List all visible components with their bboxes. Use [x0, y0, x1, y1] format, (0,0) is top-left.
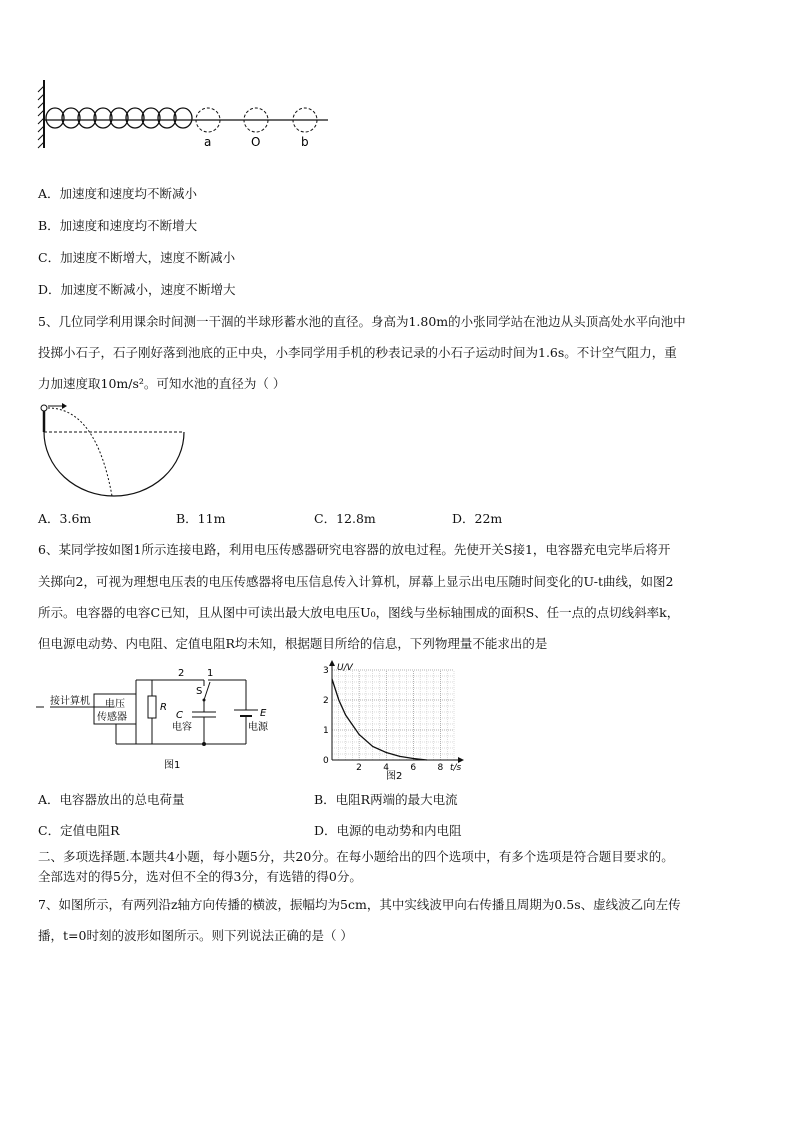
- q5-stem-line-1: 5、几位同学利用课余时间测一干涸的半球形蓄水池的直径。身高为1.80m的小张同学站在池边从头顶高处水平向池中: [38, 314, 686, 329]
- q5-option-a: A．3.6m: [38, 511, 92, 526]
- x-tick-8: 8: [437, 763, 444, 773]
- y-tick-3: 3: [323, 666, 329, 676]
- q7-stem-line-2: 播，t=0时刻的波形如图所示。则下列说法正确的是（ ）: [38, 928, 353, 943]
- figure-2-caption: 图2: [386, 771, 403, 782]
- sensor-label-1: 电压: [105, 699, 125, 710]
- source-label: 电源: [248, 722, 268, 733]
- u-t-chart-figure-2: [318, 660, 468, 782]
- q4-option-c: C．加速度不断增大，速度不断减小: [38, 250, 236, 265]
- label-a: a: [204, 135, 212, 149]
- sensor-label-2: 传感器: [97, 712, 127, 723]
- q5-option-b: B．11m: [176, 511, 226, 526]
- q6-option-d: D．电源的电动势和内电阻: [314, 823, 462, 838]
- switch-label: S: [196, 686, 203, 697]
- terminal-2-label: 2: [178, 668, 185, 679]
- junction-dot: [202, 742, 206, 746]
- q5-stem-line-2: 投掷小石子，石子刚好落到池底的正中央，小李同学用手机的秒表记录的小石子运动时间为1.6s。不计空气阻力，重: [38, 345, 677, 360]
- x-tick-2: 2: [356, 763, 362, 773]
- section-2-heading-line-2: 全部选对的得5分，选对但不全的得3分，有选错的得0分。: [38, 869, 362, 884]
- x-tick-6: 6: [410, 763, 417, 773]
- q5-option-d: D．22m: [452, 511, 503, 526]
- y-axis-label: U/V: [337, 663, 353, 673]
- stone-trajectory: [48, 408, 112, 496]
- q4-option-b: B．加速度和速度均不断增大: [38, 218, 198, 233]
- x-tick-4: 4: [383, 763, 389, 773]
- q5-option-c: C．12.8m: [314, 511, 376, 526]
- switch-blade: [204, 682, 210, 700]
- q6-stem-line-1: 6、某同学按如图1所示连接电路，利用电压传感器研究电容器的放电过程。先使开关S接1，电容器充电完毕后将开: [38, 542, 671, 557]
- switch-pivot: [203, 699, 206, 702]
- computer-label: 接计算机: [50, 696, 90, 707]
- thrower-head: [41, 405, 47, 411]
- chart-grid: [332, 670, 454, 760]
- q4-option-a: A．加速度和速度均不断减小: [38, 186, 198, 201]
- label-b: b: [301, 135, 309, 149]
- pool-arc: [44, 432, 184, 496]
- y-tick-1: 1: [323, 726, 329, 736]
- resistor-label: R: [160, 702, 167, 713]
- q6-option-c: C．定值电阻R: [38, 823, 120, 838]
- label-o: O: [251, 135, 261, 149]
- q4-option-d: D．加速度不断减小，速度不断增大: [38, 282, 236, 297]
- y-axis-arrow: [329, 660, 335, 666]
- y-tick-2: 2: [323, 696, 329, 706]
- x-axis-label: t/s: [450, 763, 462, 773]
- q6-stem-line-4: 但电源电动势、内电阻、定值电阻R均未知，根据题目所给的信息，下列物理量不能求出的是: [38, 636, 548, 651]
- q6-stem-line-3: 所示。电容器的电容C已知，且从图中可读出最大放电电压U₀，图线与坐标轴围成的面积S、任一点的点切线斜率k，: [38, 605, 680, 620]
- capacitor-c-label: C: [176, 710, 183, 721]
- q6-option-a: A．电容器放出的总电荷量: [38, 792, 185, 807]
- hemisphere-pool-figure: [36, 400, 196, 500]
- resistor: [148, 696, 156, 718]
- spring: [46, 108, 192, 128]
- terminal-1-label: 1: [207, 668, 214, 679]
- capacitor-label: 电容: [172, 722, 192, 733]
- q7-stem-line-1: 7、如图所示，有两列沿z轴方向传播的横波，振幅均为5cm，其中实线波甲向右传播且周期为0.5s、虚线波乙向左传: [38, 897, 681, 912]
- throw-arrow: [62, 403, 67, 409]
- circuit-figure-1: [36, 664, 286, 774]
- source-e-label: E: [260, 708, 267, 719]
- figure-1-caption: 图1: [164, 760, 181, 771]
- q6-option-b: B．电阻R两端的最大电流: [314, 792, 458, 807]
- y-tick-0: 0: [323, 756, 329, 766]
- spring-oscillator-figure: [36, 78, 336, 156]
- q6-stem-line-2: 关掷向2，可视为理想电压表的电压传感器将电压信息传入计算机，屏幕上显示出电压随时间变化的U-t曲线，如图2: [38, 574, 674, 589]
- section-2-heading-line-1: 二、多项选择题.本题共4小题，每小题5分，共20分。在每小题给出的四个选项中，有多个选项是符合题目要求的。: [38, 849, 674, 864]
- q5-stem-line-3: 力加速度取10m/s²。可知水池的直径为（ ）: [38, 376, 286, 391]
